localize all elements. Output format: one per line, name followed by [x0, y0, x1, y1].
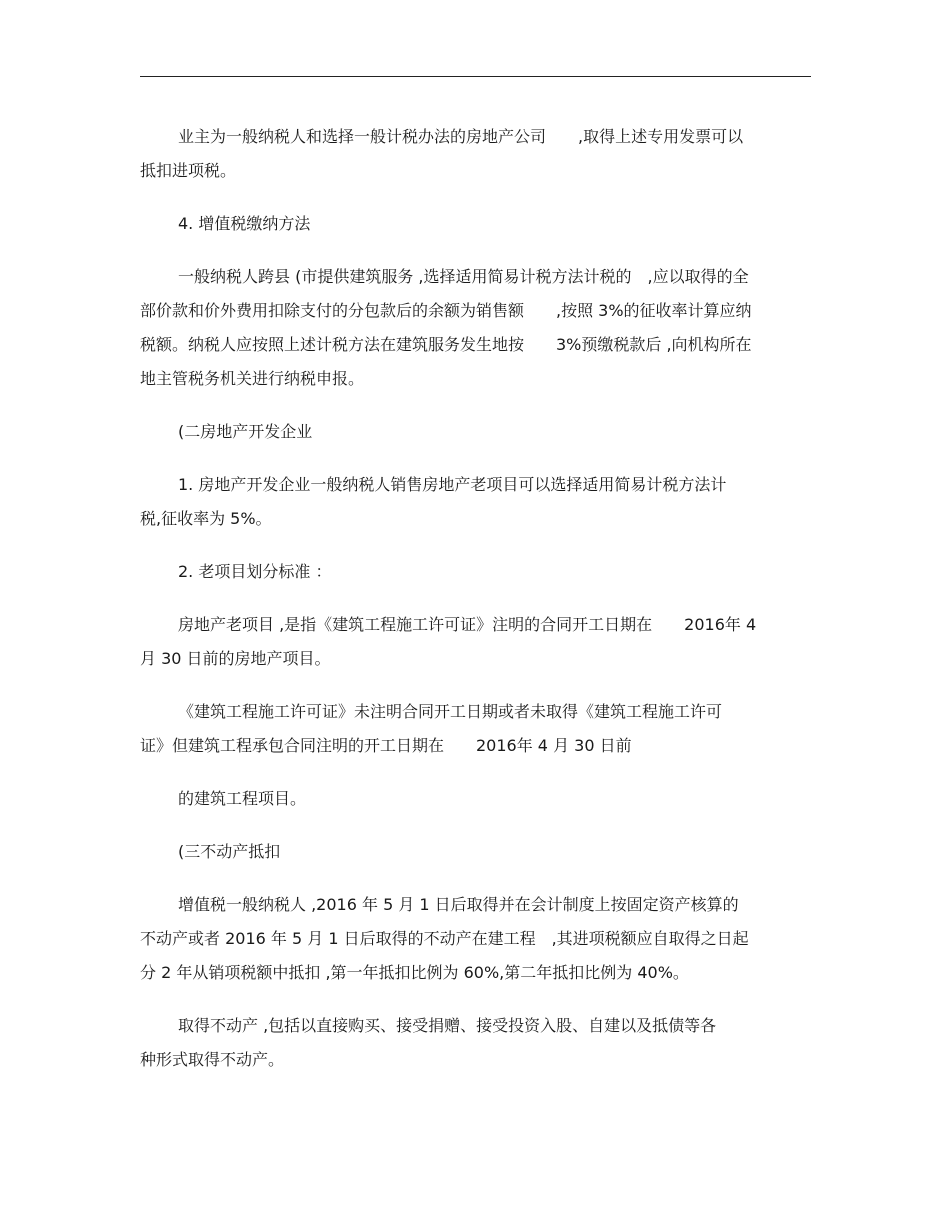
- paragraph-3: [140, 260, 811, 396]
- paragraph-12: [140, 1009, 811, 1077]
- section-heading-2: [140, 415, 811, 449]
- paragraph-line: 的建筑工程项目。: [178, 789, 307, 808]
- paragraph-9: [140, 782, 811, 816]
- paragraph-5: [140, 468, 811, 536]
- paragraph-line: 增值税一般纳税人 ,2016 年 5 月 1 日后取得并在会计制度上按固定资产核算的: [178, 895, 739, 914]
- paragraph-line: 不动产或者 2016 年 5 月 1 日后取得的不动产在建工程 ,其进项税额应自取得之日起: [140, 929, 749, 948]
- paragraph-line: 税,征收率为 5%。: [140, 509, 272, 528]
- paragraph-line: 税额。纳税人应按照上述计税方法在建筑服务发生地按 3%预缴税款后 ,向机构所在: [140, 335, 752, 354]
- paragraph-line: 一般纳税人跨县 (市提供建筑服务 ,选择适用简易计税方法计税的 ,应以取得的全: [178, 267, 749, 286]
- paragraph-line: (二房地产开发企业: [178, 422, 313, 441]
- paragraph-8: [140, 695, 811, 763]
- header-rule: [140, 76, 811, 77]
- document-body: [140, 120, 811, 1096]
- paragraph-line: 抵扣进项税。: [140, 161, 237, 180]
- paragraph-7: [140, 608, 811, 676]
- section-heading-3: [140, 835, 811, 869]
- paragraph-line: 月 30 日前的房地产项目。: [140, 649, 331, 668]
- paragraph-line: 2. 老项目划分标准 ：: [178, 562, 332, 581]
- paragraph-line: 1. 房地产开发企业一般纳税人销售房地产老项目可以选择适用简易计税方法计: [178, 475, 727, 494]
- subheading-old-project-standard: [140, 555, 811, 589]
- paragraph-line: (三不动产抵扣: [178, 842, 281, 861]
- paragraph-line: 业主为一般纳税人和选择一般计税办法的房地产公司 ,取得上述专用发票可以: [178, 127, 744, 146]
- paragraph-line: 《建筑工程施工许可证》未注明合同开工日期或者未取得《建筑工程施工许可: [178, 702, 723, 721]
- section-heading-4: [140, 207, 811, 241]
- paragraph-line: 地主管税务机关进行纳税申报。: [140, 369, 365, 388]
- paragraph-line: 部价款和价外费用扣除支付的分包款后的余额为销售额 ,按照 3%的征收率计算应纳: [140, 301, 752, 320]
- paragraph-line: 种形式取得不动产。: [140, 1050, 285, 1069]
- paragraph-line: 证》但建筑工程承包合同注明的开工日期在 2016年 4 月 30 日前: [140, 736, 632, 755]
- paragraph-line: 4. 增值税缴纳方法: [178, 214, 311, 233]
- paragraph-11: [140, 888, 811, 990]
- paragraph-line: 房地产老项目 ,是指《建筑工程施工许可证》注明的合同开工日期在 2016年 4: [178, 615, 757, 634]
- paragraph-line: 分 2 年从销项税额中抵扣 ,第一年抵扣比例为 60%,第二年抵扣比例为 40%。: [140, 963, 689, 982]
- paragraph-line: 取得不动产 ,包括以直接购买、接受捐赠、接受投资入股、自建以及抵债等各: [178, 1016, 717, 1035]
- paragraph-1: [140, 120, 811, 188]
